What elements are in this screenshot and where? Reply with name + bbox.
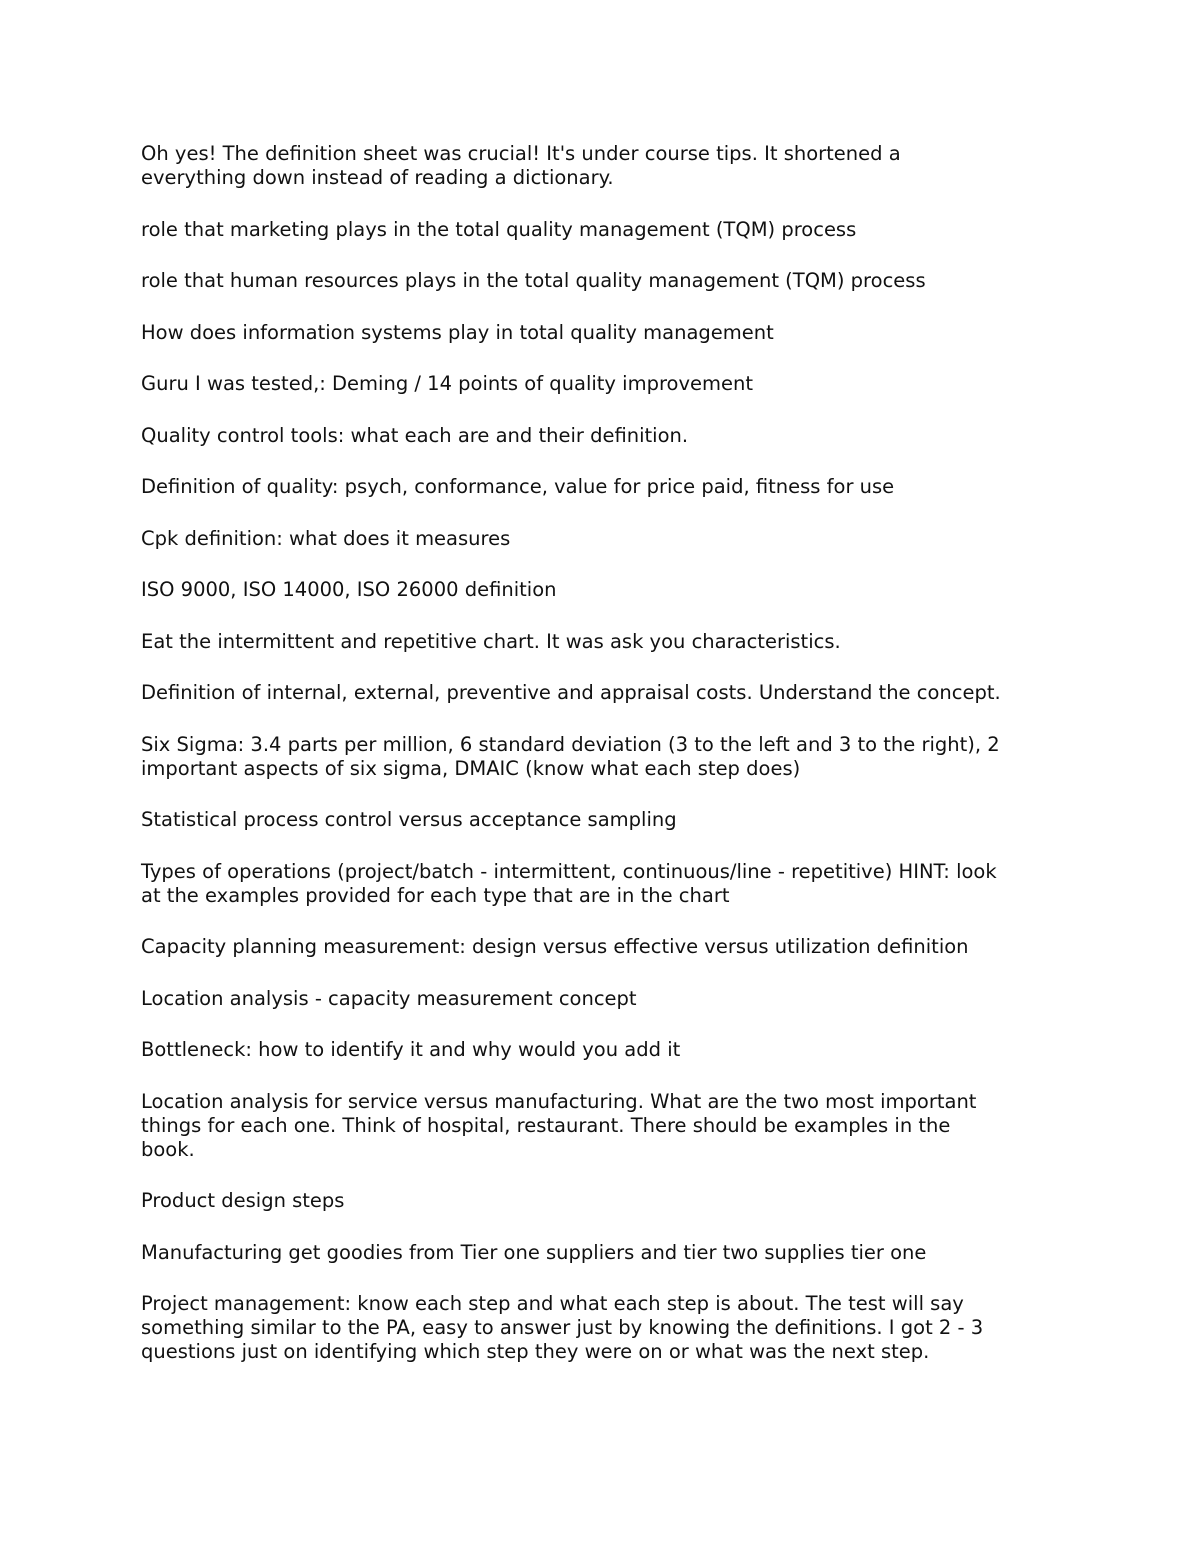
text-line: important aspects of six sigma, DMAIC (know what each step does) [141, 756, 801, 780]
paragraph [141, 808, 1071, 832]
text-line: Definition of quality: psych, conformance, value for price paid, fitness for use [141, 475, 895, 498]
text-line: questions just on identifying which step they were on or what was the next step. [141, 1340, 930, 1363]
text-line: book. [141, 1137, 195, 1161]
text-line: Project management: know each step and what each step is about. The test will say [141, 1292, 964, 1315]
text-line: at the examples provided for each type that are in the chart [141, 883, 730, 907]
text-line: Capacity planning measurement: design versus effective versus utilization definition [141, 935, 969, 958]
paragraph [141, 475, 1071, 499]
text-line: Location analysis for service versus manufacturing. What are the two most important [141, 1089, 977, 1113]
text-line: Definition of internal, external, preventive and appraisal costs. Understand the concept. [141, 681, 1001, 704]
paragraph [141, 1189, 1071, 1213]
paragraph [141, 578, 1071, 602]
paragraph [141, 733, 1071, 781]
text-line: Location analysis - capacity measurement concept [141, 986, 637, 1010]
paragraph [141, 860, 1071, 908]
paragraph [141, 1292, 1071, 1364]
text-line: Statistical process control versus acceptance sampling [141, 808, 677, 831]
text-line: role that marketing plays in the total quality management (TQM) process [141, 217, 857, 241]
text-line: Quality control tools: what each are and their definition. [141, 423, 689, 447]
text-line: role that human resources plays in the total quality management (TQM) process [141, 269, 926, 292]
text-line: things for each one. Think of hospital, restaurant. There should be examples in the [141, 1113, 951, 1137]
text-line: Manufacturing get goodies from Tier one suppliers and tier two supplies tier one [141, 1240, 927, 1264]
paragraph [141, 987, 1071, 1011]
text-line: Cpk definition: what does it measures [141, 526, 511, 550]
paragraph [141, 321, 1071, 345]
paragraph [141, 1038, 1071, 1062]
text-line: Eat the intermittent and repetitive chart. It was ask you characteristics. [141, 629, 841, 653]
paragraph [141, 424, 1071, 448]
document-body [141, 142, 1071, 1392]
text-line: Oh yes! The definition sheet was crucial! It's under course tips. It shortened a [141, 142, 901, 165]
text-line: something similar to the PA, easy to answer just by knowing the definitions. I got 2 - 3 [141, 1316, 984, 1339]
paragraph [141, 681, 1071, 705]
text-line: Types of operations (project/batch - intermittent, continuous/line - repetitive) HINT: look [141, 859, 997, 883]
text-line: Six Sigma: 3.4 parts per million, 6 standard deviation (3 to the left and 3 to the right), 2 [141, 732, 1000, 756]
paragraph [141, 142, 1071, 190]
paragraph [141, 527, 1071, 551]
text-line: Product design steps [141, 1189, 345, 1212]
text-line: How does information systems play in total quality management [141, 320, 774, 344]
text-line: ISO 9000, ISO 14000, ISO 26000 definition [141, 578, 557, 601]
paragraph [141, 372, 1071, 396]
paragraph [141, 935, 1071, 959]
text-line: Guru I was tested,: Deming / 14 points of quality improvement [141, 372, 754, 395]
text-line: everything down instead of reading a dictionary. [141, 166, 614, 189]
paragraph [141, 218, 1071, 242]
paragraph [141, 630, 1071, 654]
paragraph [141, 1090, 1071, 1162]
paragraph [141, 269, 1071, 293]
paragraph [141, 1241, 1071, 1265]
text-line: Bottleneck: how to identify it and why would you add it [141, 1038, 681, 1061]
